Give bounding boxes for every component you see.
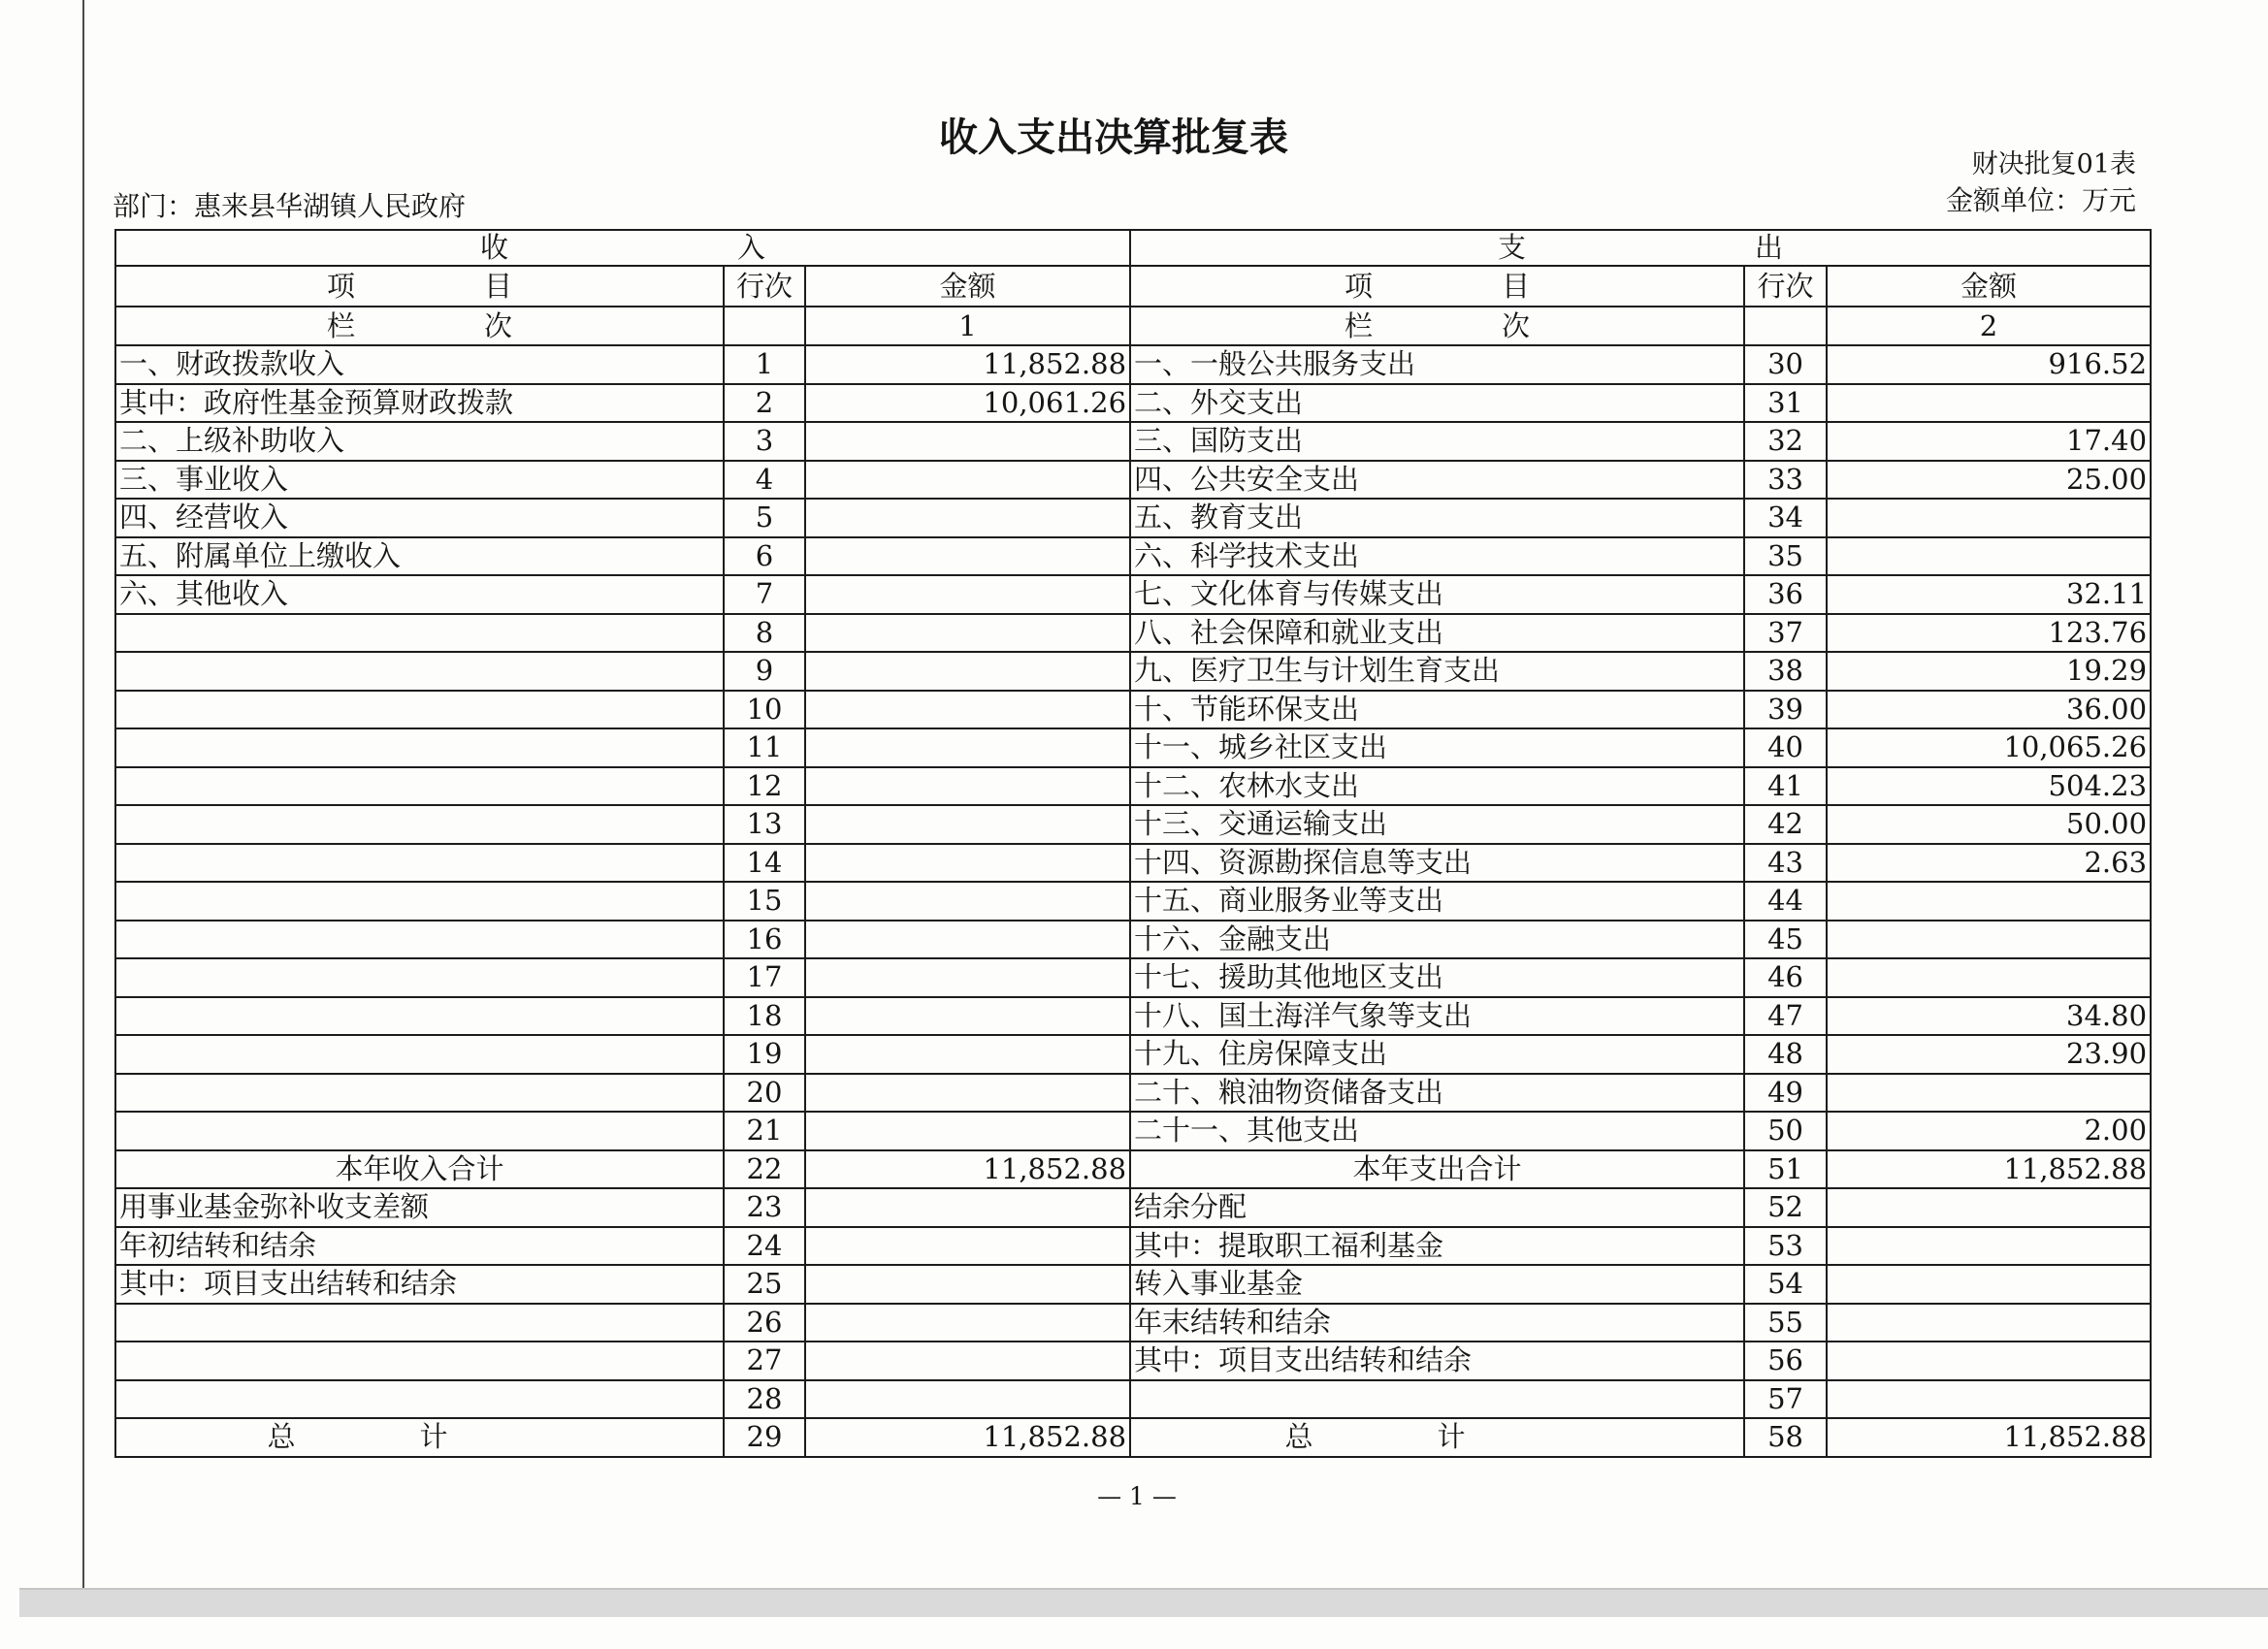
expense-item-column-header: 项目 (1130, 266, 1744, 307)
expense-item-cell: 二十一、其他支出 (1130, 1112, 1744, 1150)
table-row (115, 691, 2151, 729)
income-amount-cell (805, 1227, 1130, 1266)
income-line-cell: 6 (724, 537, 805, 576)
income-line-cell: 7 (724, 575, 805, 614)
expense-line-cell: 31 (1744, 384, 1827, 423)
expense-item-cell: 十四、资源勘探信息等支出 (1130, 844, 1744, 883)
income-item-cell (115, 728, 724, 767)
income-amount-cell (805, 921, 1130, 959)
income-amount-cell (805, 997, 1130, 1036)
income-line-index-cell (724, 307, 805, 345)
income-amount-cell (805, 882, 1130, 921)
income-item-cell (115, 1112, 724, 1150)
income-line-cell: 22 (724, 1150, 805, 1189)
expense-item-cell: 八、社会保障和就业支出 (1130, 614, 1744, 653)
expense-line-index-cell (1744, 307, 1827, 345)
income-item-cell: 六、其他收入 (115, 575, 724, 614)
expense-line-cell: 38 (1744, 652, 1827, 691)
expense-item-cell: 五、教育支出 (1130, 499, 1744, 537)
expense-line-cell: 48 (1744, 1035, 1827, 1074)
income-amount-cell (805, 844, 1130, 883)
income-line-cell: 1 (724, 345, 805, 384)
income-item-column-header: 项目 (115, 266, 724, 307)
expense-amount-cell: 10,065.26 (1827, 728, 2151, 767)
income-amount-cell (805, 1035, 1130, 1074)
expense-amount-cell (1827, 1304, 2151, 1342)
expense-item-cell: 二、外交支出 (1130, 384, 1744, 423)
income-item-cell (115, 844, 724, 883)
expense-line-cell: 50 (1744, 1112, 1827, 1150)
income-item-cell (115, 767, 724, 806)
income-amount-cell: 11,852.88 (805, 1150, 1130, 1189)
table-body (115, 345, 2151, 1418)
income-amount-cell (805, 1380, 1130, 1419)
income-amount-cell: 10,061.26 (805, 384, 1130, 423)
income-total-label: 总计 (115, 1418, 724, 1457)
expense-amount-cell: 123.76 (1827, 614, 2151, 653)
expense-item-cell: 九、医疗卫生与计划生育支出 (1130, 652, 1744, 691)
income-line-cell: 4 (724, 461, 805, 500)
expense-amount-cell: 19.29 (1827, 652, 2151, 691)
expense-item-cell: 十三、交通运输支出 (1130, 805, 1744, 844)
expense-amount-cell (1827, 384, 2151, 423)
income-item-cell (115, 1035, 724, 1074)
table-row (115, 575, 2151, 614)
expense-line-cell: 49 (1744, 1074, 1827, 1113)
expense-line-cell: 37 (1744, 614, 1827, 653)
income-line-cell: 10 (724, 691, 805, 729)
expense-amount-cell: 11,852.88 (1827, 1150, 2151, 1189)
income-amount-cell (805, 767, 1130, 806)
expense-item-cell: 十五、商业服务业等支出 (1130, 882, 1744, 921)
expense-item-cell: 十八、国土海洋气象等支出 (1130, 997, 1744, 1036)
expense-line-cell: 45 (1744, 921, 1827, 959)
income-line-cell: 23 (724, 1188, 805, 1227)
expense-item-cell: 十一、城乡社区支出 (1130, 728, 1744, 767)
expense-line-cell: 33 (1744, 461, 1827, 500)
expense-line-cell: 36 (1744, 575, 1827, 614)
income-line-cell: 26 (724, 1304, 805, 1342)
expense-amount-cell: 32.11 (1827, 575, 2151, 614)
income-item-cell: 四、经营收入 (115, 499, 724, 537)
column-header-row (115, 266, 2151, 307)
expense-line-cell: 51 (1744, 1150, 1827, 1189)
income-item-cell (115, 1304, 724, 1342)
income-line-cell: 24 (724, 1227, 805, 1266)
expense-item-cell: 十九、住房保障支出 (1130, 1035, 1744, 1074)
income-amount-cell (805, 691, 1130, 729)
amount-unit-label: 金额单位：万元 (1945, 184, 2136, 216)
table-row (115, 1265, 2151, 1304)
income-line-column-header: 行次 (724, 266, 805, 307)
table-row (115, 728, 2151, 767)
expense-amount-cell (1827, 499, 2151, 537)
income-expense-table (114, 229, 2152, 1458)
income-line-cell: 18 (724, 997, 805, 1036)
income-item-cell (115, 614, 724, 653)
income-amount-cell (805, 1304, 1130, 1342)
income-item-cell (115, 805, 724, 844)
income-line-cell: 27 (724, 1342, 805, 1380)
expense-amount-cell (1827, 1074, 2151, 1113)
expense-amount-cell: 25.00 (1827, 461, 2151, 500)
expense-line-cell: 43 (1744, 844, 1827, 883)
expense-amount-cell (1827, 1380, 2151, 1419)
expense-item-cell: 三、国防支出 (1130, 422, 1744, 461)
expense-amount-cell: 23.90 (1827, 1035, 2151, 1074)
section-header-row (115, 230, 2151, 266)
income-amount-cell (805, 958, 1130, 997)
income-item-cell (115, 691, 724, 729)
income-line-cell: 14 (724, 844, 805, 883)
income-item-cell: 其中：项目支出结转和结余 (115, 1265, 724, 1304)
expense-amount-cell (1827, 882, 2151, 921)
table-row (115, 958, 2151, 997)
income-item-cell: 三、事业收入 (115, 461, 724, 500)
table-row (115, 384, 2151, 423)
expense-item-cell: 四、公共安全支出 (1130, 461, 1744, 500)
income-item-cell: 用事业基金弥补收支差额 (115, 1188, 724, 1227)
income-line-cell: 3 (724, 422, 805, 461)
income-line-cell: 9 (724, 652, 805, 691)
expense-amount-cell: 34.80 (1827, 997, 2151, 1036)
income-amount-cell (805, 537, 1130, 576)
income-amount-cell (805, 575, 1130, 614)
income-item-cell: 五、附属单位上缴收入 (115, 537, 724, 576)
expense-line-cell: 46 (1744, 958, 1827, 997)
expense-item-cell: 本年支出合计 (1130, 1150, 1744, 1189)
expense-amount-column-header: 金额 (1827, 266, 2151, 307)
table-row (115, 921, 2151, 959)
expense-item-cell: 转入事业基金 (1130, 1265, 1744, 1304)
income-amount-cell (805, 805, 1130, 844)
expense-amount-cell (1827, 958, 2151, 997)
income-amount-cell (805, 1342, 1130, 1380)
income-amount-cell (805, 1265, 1130, 1304)
income-line-cell: 2 (724, 384, 805, 423)
expense-line-column-header: 行次 (1744, 266, 1827, 307)
expense-item-cell: 十、节能环保支出 (1130, 691, 1744, 729)
expense-amount-cell (1827, 1227, 2151, 1266)
table-row (115, 844, 2151, 883)
income-amount-cell (805, 614, 1130, 653)
table-row (115, 1074, 2151, 1113)
income-total-line: 29 (724, 1418, 805, 1457)
expense-item-cell: 七、文化体育与传媒支出 (1130, 575, 1744, 614)
expense-item-cell: 年末结转和结余 (1130, 1304, 1744, 1342)
expense-line-cell: 55 (1744, 1304, 1827, 1342)
table-row (115, 805, 2151, 844)
table-row (115, 345, 2151, 384)
expense-item-cell: 其中：提取职工福利基金 (1130, 1227, 1744, 1266)
income-amount-cell (805, 499, 1130, 537)
income-item-cell: 一、财政拨款收入 (115, 345, 724, 384)
expense-line-cell: 42 (1744, 805, 1827, 844)
income-item-cell (115, 652, 724, 691)
income-line-cell: 12 (724, 767, 805, 806)
income-line-cell: 20 (724, 1074, 805, 1113)
table-row (115, 997, 2151, 1036)
table-row (115, 461, 2151, 500)
income-line-cell: 19 (724, 1035, 805, 1074)
table-row (115, 767, 2151, 806)
table-row (115, 652, 2151, 691)
income-item-cell (115, 958, 724, 997)
income-line-cell: 21 (724, 1112, 805, 1150)
expense-line-cell: 41 (1744, 767, 1827, 806)
table-row (115, 1035, 2151, 1074)
expense-amount-cell: 2.00 (1827, 1112, 2151, 1150)
document-title: 收入支出决算批复表 (939, 114, 1288, 160)
expense-total-line: 58 (1744, 1418, 1827, 1457)
income-section-header: 收入 (115, 230, 1130, 266)
expense-line-cell: 54 (1744, 1265, 1827, 1304)
expense-item-cell: 十七、援助其他地区支出 (1130, 958, 1744, 997)
income-amount-cell (805, 422, 1130, 461)
expense-amount-cell: 504.23 (1827, 767, 2151, 806)
expense-line-cell: 44 (1744, 882, 1827, 921)
income-line-cell: 13 (724, 805, 805, 844)
expense-amount-cell (1827, 537, 2151, 576)
expense-amount-cell: 17.40 (1827, 422, 2151, 461)
income-amount-cell (805, 1112, 1130, 1150)
expense-line-cell: 39 (1744, 691, 1827, 729)
column-index-row (115, 307, 2151, 345)
income-line-cell: 25 (724, 1265, 805, 1304)
expense-line-cell: 35 (1744, 537, 1827, 576)
income-item-cell (115, 1380, 724, 1419)
expense-amount-cell: 916.52 (1827, 345, 2151, 384)
expense-item-cell: 六、科学技术支出 (1130, 537, 1744, 576)
page-number: — 1 — (1097, 1482, 1177, 1510)
income-line-cell: 16 (724, 921, 805, 959)
expense-line-cell: 40 (1744, 728, 1827, 767)
expense-line-cell: 30 (1744, 345, 1827, 384)
expense-column-index-label: 栏次 (1130, 307, 1744, 345)
expense-amount-cell: 2.63 (1827, 844, 2151, 883)
table-row (115, 1342, 2151, 1380)
income-amount-column-header: 金额 (805, 266, 1130, 307)
table-row (115, 1150, 2151, 1189)
table-row (115, 1380, 2151, 1419)
scan-edge-line (82, 0, 84, 1588)
grand-total-row (115, 1418, 2151, 1457)
expense-amount-column-index: 2 (1827, 307, 2151, 345)
scan-bottom-band (19, 1588, 2268, 1617)
expense-item-cell: 结余分配 (1130, 1188, 1744, 1227)
income-line-cell: 5 (724, 499, 805, 537)
expense-line-cell: 57 (1744, 1380, 1827, 1419)
income-item-cell: 年初结转和结余 (115, 1227, 724, 1266)
expense-item-cell: 十六、金融支出 (1130, 921, 1744, 959)
expense-amount-cell (1827, 921, 2151, 959)
expense-item-cell: 十二、农林水支出 (1130, 767, 1744, 806)
table-row (115, 537, 2151, 576)
expense-line-cell: 32 (1744, 422, 1827, 461)
income-item-cell (115, 882, 724, 921)
expense-item-cell: 其中：项目支出结转和结余 (1130, 1342, 1744, 1380)
table-row (115, 882, 2151, 921)
department-label: 部门：惠来县华湖镇人民政府 (113, 190, 467, 222)
income-line-cell: 17 (724, 958, 805, 997)
expense-item-cell: 一、一般公共服务支出 (1130, 345, 1744, 384)
table-row (115, 1304, 2151, 1342)
table-row (115, 499, 2151, 537)
form-code: 财决批复01表 (1971, 149, 2136, 179)
income-line-cell: 28 (724, 1380, 805, 1419)
expense-amount-cell: 50.00 (1827, 805, 2151, 844)
income-item-cell (115, 1342, 724, 1380)
income-amount-cell (805, 652, 1130, 691)
income-item-cell: 本年收入合计 (115, 1150, 724, 1189)
table-row (115, 1227, 2151, 1266)
expense-amount-cell (1827, 1188, 2151, 1227)
expense-item-cell (1130, 1380, 1744, 1419)
income-item-cell: 二、上级补助收入 (115, 422, 724, 461)
income-line-cell: 11 (724, 728, 805, 767)
table-row (115, 422, 2151, 461)
expense-amount-cell (1827, 1265, 2151, 1304)
expense-total-label: 总计 (1130, 1418, 1744, 1457)
income-column-index-label: 栏次 (115, 307, 724, 345)
expense-amount-cell (1827, 1342, 2151, 1380)
table-row (115, 1112, 2151, 1150)
expense-total-amount: 11,852.88 (1827, 1418, 2151, 1457)
expense-line-cell: 47 (1744, 997, 1827, 1036)
income-amount-cell (805, 728, 1130, 767)
income-line-cell: 15 (724, 882, 805, 921)
table-row (115, 614, 2151, 653)
income-line-cell: 8 (724, 614, 805, 653)
income-total-amount: 11,852.88 (805, 1418, 1130, 1457)
table-row (115, 1188, 2151, 1227)
income-amount-cell (805, 1188, 1130, 1227)
expense-line-cell: 34 (1744, 499, 1827, 537)
income-amount-cell (805, 1074, 1130, 1113)
expense-section-header: 支出 (1130, 230, 2151, 266)
expense-amount-cell: 36.00 (1827, 691, 2151, 729)
expense-line-cell: 53 (1744, 1227, 1827, 1266)
expense-line-cell: 56 (1744, 1342, 1827, 1380)
income-amount-column-index: 1 (805, 307, 1130, 345)
income-amount-cell: 11,852.88 (805, 345, 1130, 384)
income-item-cell (115, 997, 724, 1036)
expense-item-cell: 二十、粮油物资储备支出 (1130, 1074, 1744, 1113)
income-item-cell (115, 1074, 724, 1113)
income-amount-cell (805, 461, 1130, 500)
income-item-cell (115, 921, 724, 959)
income-item-cell: 其中：政府性基金预算财政拨款 (115, 384, 724, 423)
expense-line-cell: 52 (1744, 1188, 1827, 1227)
